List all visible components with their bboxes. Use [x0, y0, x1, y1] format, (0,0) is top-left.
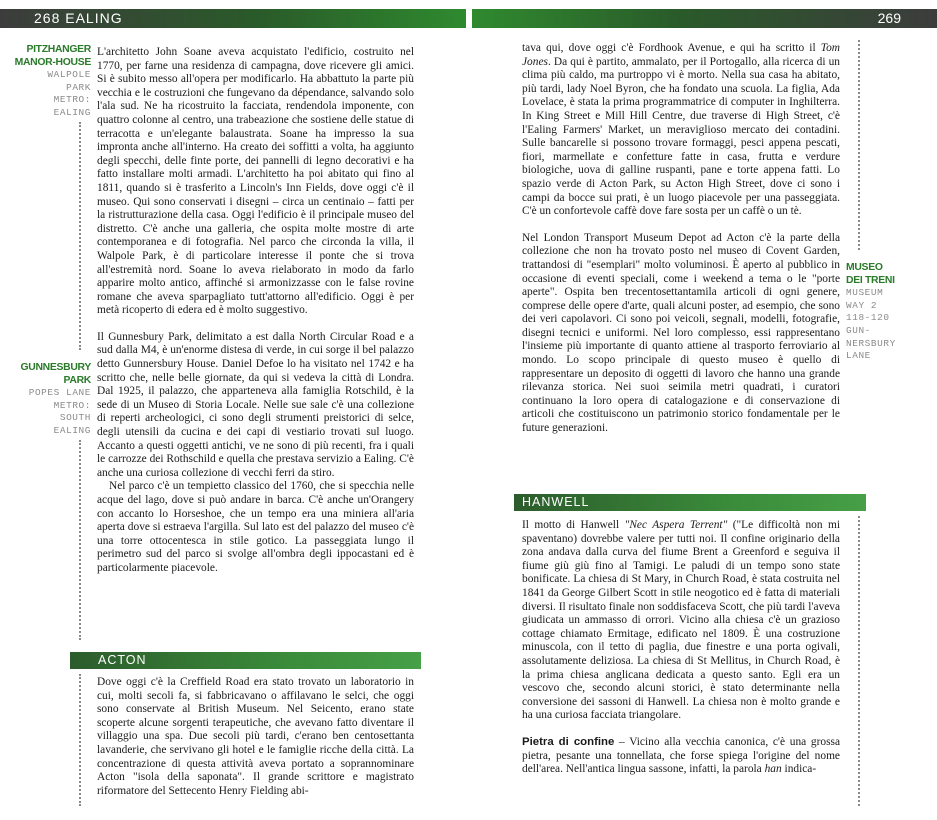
entry-address: GUN- — [846, 324, 871, 336]
sidebar-entry-gunnesbury — [0, 362, 91, 438]
entry-name: MUSEO — [846, 262, 883, 273]
entry-address: POPES LANE — [28, 387, 91, 399]
entry-name: DEI TRENI — [846, 274, 895, 286]
text-run: – Vicino alla vecchia canonica, c'è una grossa pietra, pesante una tonnellata, che forse spiega l'origine del nome dell'area. Nell'antica lingua sassone, infatti, la parola — [522, 735, 840, 776]
italic-word: han — [764, 763, 782, 776]
run-in-heading: Pietra di confine — [522, 735, 615, 748]
dotted-rule — [858, 40, 860, 250]
paragraph-museo-treni: Nel London Transport Museum Depot ad Acton c'è la parte della collezione che non ha trovato posto nel museo di Covent Garden, trattandosi di "esemplari" molto voluminosi. È aperto al pubblico in occasione di eventi speciali, come i weekend a tema o le "porte aperte". Ospita ben trecentosettantamila articoli di ogni genere, comprese delle opere d'arte, quali alcuni poster, ad esempio, che sono dei veri capolavori. Ci sono poi veicoli, segnali, modelli, fotografie, disegni tecnici e uniformi. Nel loro complesso, essi rappresentano l'insieme più importante di quanto attiene al trasporto ferroviario al mondo. Lo scopo principale di questo museo è quello di rappresentare un deposito di oggetti di lavoro che hanno una grande rilevanza storica. Nei suoi seimila metri quadrati, i curatori continuano la loro opera di catalogazione e di conservazione di articoli che costituiscono un patrimonio storico fondamentale per le future generazioni. — [522, 231, 840, 435]
paragraph-acton: Dove oggi c'è la Creffield Road era stato trovato un laboratorio in cui, molti secoli fa, si fabbricavano o affilavano le selci, che oggi sono conservate al British Museum. Nel Seicento, erano state scoperte alcune sorgenti terapeutiche, che avevano fatto diventare il villaggio una spa. Due secoli più tardi, c'erano ben centosettanta lavanderie, che servivano gli hotel e le famiglie ricche della città. La concentrazione di questa attività aveva portato a soprannominare Acton "isola della saponata". Il grande scrittore e magistrato riformatore del Settecento Henry Fielding abi- — [97, 676, 414, 797]
right-page-number: 269 — [877, 10, 901, 26]
entry-address: METRO: — [53, 94, 91, 106]
section-heading-acton: ACTON — [70, 652, 421, 669]
dotted-rule — [79, 674, 81, 806]
sidebar-entry-pitzhanger — [0, 44, 91, 120]
text-run: tava qui, dove oggi c'è Fordhook Avenue, e qui ha scritto il — [522, 42, 821, 54]
paragraph-hanwell — [522, 519, 840, 723]
entry-name: PARK — [63, 374, 91, 386]
paragraph-gunnesbury: Il Gunnesbury Park, delimitato a est dalla North Circular Road e a sud dalla M4, è un'enorme distesa di verde, in cui sorge il bel palazzo detto Gunnersbury House. Daniel Defoe lo ha visitato nel 1742 e ha scritto che, nelle belle giornate, da qui si vedeva la città di Londra. Dal 1925, il palazzo, che apparteneva alla famiglia Rotschild, è la sede di un Museo di Storia Locale. Nelle sue sale c'è una collezione di reperti archeologici, ci sono degli strumenti preistorici di selce, degli utensili da cucina e dei capi di vestiario trovati sul luogo. Accanto a questi oggetti antichi, ve ne sono di più recenti, fra i quali le carrozze dei Rothschild e quella che prestava servizio a Ealing. C'è anche una curiosa collezione di vecchi ferri da stiro. — [97, 330, 414, 479]
entry-name: GUNNESBURY — [20, 362, 91, 373]
entry-address: MUSEUM — [846, 287, 884, 299]
dotted-rule — [79, 440, 81, 640]
entry-name: PITZHANGER — [26, 44, 91, 55]
entry-address: SOUTH — [59, 412, 91, 424]
right-column-bottom — [522, 519, 840, 777]
header-bar-right — [472, 9, 937, 28]
entry-address: LANE — [846, 350, 871, 362]
text-run: . Da qui è partito, ammalato, per il Portogallo, alla ricerca di un clima più caldo, ma purtroppo vi è morto. Nella sua casa ha abitato, più tardi, lady Noel Byron, che ha fondato una scuola. La figlia, Ada Lovelace, è stata la prima programmatrice di computer in Inghilterra. In King Street e Mill Hill Centre, due traverse di High Street, c'è l'Ealing Farmers' Market, un meraviglioso mercato dei contadini. Sulle bancarelle si possono trovare formaggi, pesci appena pescati, fiori, marmellate e confetture fatte in casa, frutta e verdure biologiche, uova di galline ruspanti, pane e torte appena fatti. Lo spazio verde di Acton Park, su Acton High Street, dove ci sono i campi da bocce sui prati, è un luogo piacevole per una passeggiata. C'è un confortevole caffè dove fare sosta per un caffè o un tè. — [522, 55, 840, 218]
paragraph-gunnesbury-2: Nel parco c'è un tempietto classico del 1760, che si specchia nelle acque del lago, dove si può andare in barca. C'è anche un'Orangery con accanto lo Horseshoe, che un tempo era una miniera all'aria aperta dove si estraeva l'argilla. Sul lato est del palazzo del museo c'è una torre ottocentesca in stile gotico. La passeggiata lungo il perimetro sud del parco si svolge all'ombra degli ippocastani ed è particolarmente piacevole. — [97, 480, 414, 574]
text-run: indica- — [781, 763, 817, 776]
entry-address: WAY 2 — [846, 299, 878, 311]
entry-address: METRO: — [53, 399, 91, 411]
entry-address: 118-120 — [846, 312, 890, 324]
page-header — [0, 0, 937, 28]
right-column-top — [522, 42, 840, 436]
entry-address: PARK — [66, 81, 91, 93]
entry-address: EALING — [53, 106, 91, 118]
entry-address: WALPOLE — [47, 69, 91, 81]
left-column-bottom — [97, 676, 414, 798]
entry-address: EALING — [53, 424, 91, 436]
left-page-title: 268 EALING — [34, 10, 123, 26]
dotted-rule — [79, 122, 81, 350]
text-run: ("Le difficoltà non mi spaventano) dovrebbe valere per tutti noi. Il confine originario della zona andava dalla curva del fiume Brent a Greenford e seguiva il fiume giù giù fino al Tamigi. Le paludi di un tempo sono state bonificate. La chiesa di St Mary, in Church Road, è stata costruita nel 1841 da George Gilbert Scott in stile neogotico ed è fatta di materiali diversi. Il risultato finale non soddisfaceva Scott, che più tardi l'aveva giudicata un ammasso di orrori. Vicino alla chiesa c'è un grazioso cottage chiamato Ermitage, edificato nel 1809. È una costruzione minuscola, con il tetto di paglia, due finestre e una porta ogivali, assolutamente deliziosa. La chiesa di St Mellitus, in Church Road, è la prima chiesa anglicana dedicata a questo santo. Egli era un vescovo che, secondo alcuni storici, è stato determinante nella conversione dei sassoni di Hanwell. La chiesa non è molto grande e ha una curiosa facciata triangolare. — [522, 519, 840, 722]
section-heading-hanwell: HANWELL — [514, 494, 866, 511]
sidebar-entry-museo-treni — [846, 262, 937, 363]
dotted-rule — [858, 516, 860, 806]
paragraph-fielding — [522, 42, 840, 219]
text-run: Il motto di Hanwell — [522, 519, 625, 531]
left-column-top — [97, 46, 414, 576]
entry-address: NERSBURY — [846, 337, 896, 349]
book-title: Tom Jones — [522, 42, 840, 68]
entry-name: MANOR-HOUSE — [14, 56, 91, 68]
paragraph-pitzhanger: L'architetto John Soane aveva acquistato l'edificio, costruito nel 1770, per farne una residenza di campagna, dove ricevere gli amici. Si è subito messo all'opera per modificarlo. Ha abbattuto la parte più vecchia e le costruzioni che fungevano da dépendance, salvando solo l'ala sud. Ne ha ricostruito la facciata, rendendola imponente, con quattro colonne al centro, una trabeazione che sostiene delle statue di terracotta e un'elegante balaustrata. Soane ha impresso la sua impronta anche all'interno. Ha creato dei soffitti a volta, ha aggiunto degli specchi, delle finte porte, dei pannelli di legno decorativi e ha fatto installare molti armadi. L'architetto ha poi abitato qui fino al 1811, quando si è trasferito a Lincoln's Inn Fields, dove oggi c'è il museo. Qui sono conservati i disegni – circa un centinaio – fatti per la ristrutturazione della casa. Oggi l'edificio è il principale museo del distretto. C'è anche una galleria, che ospita molte mostre di arte contemporanea e di fotografia. Nel parco che circonda la villa, il Walpole Park, è di particolare interesse il ponte che si trova all'estremità nord. Soane lo aveva rielaborato in modo da farlo apparire molto antico, affinché si armonizzasse con le false rovine romane che aveva sparpagliato tutt'attorno all'edificio. Oggi è per metà ricoperto di edera ed è molto suggestivo. — [97, 46, 414, 317]
motto: "Nec Aspera Terrent" — [624, 519, 728, 531]
paragraph-pietra-confine — [522, 736, 840, 777]
